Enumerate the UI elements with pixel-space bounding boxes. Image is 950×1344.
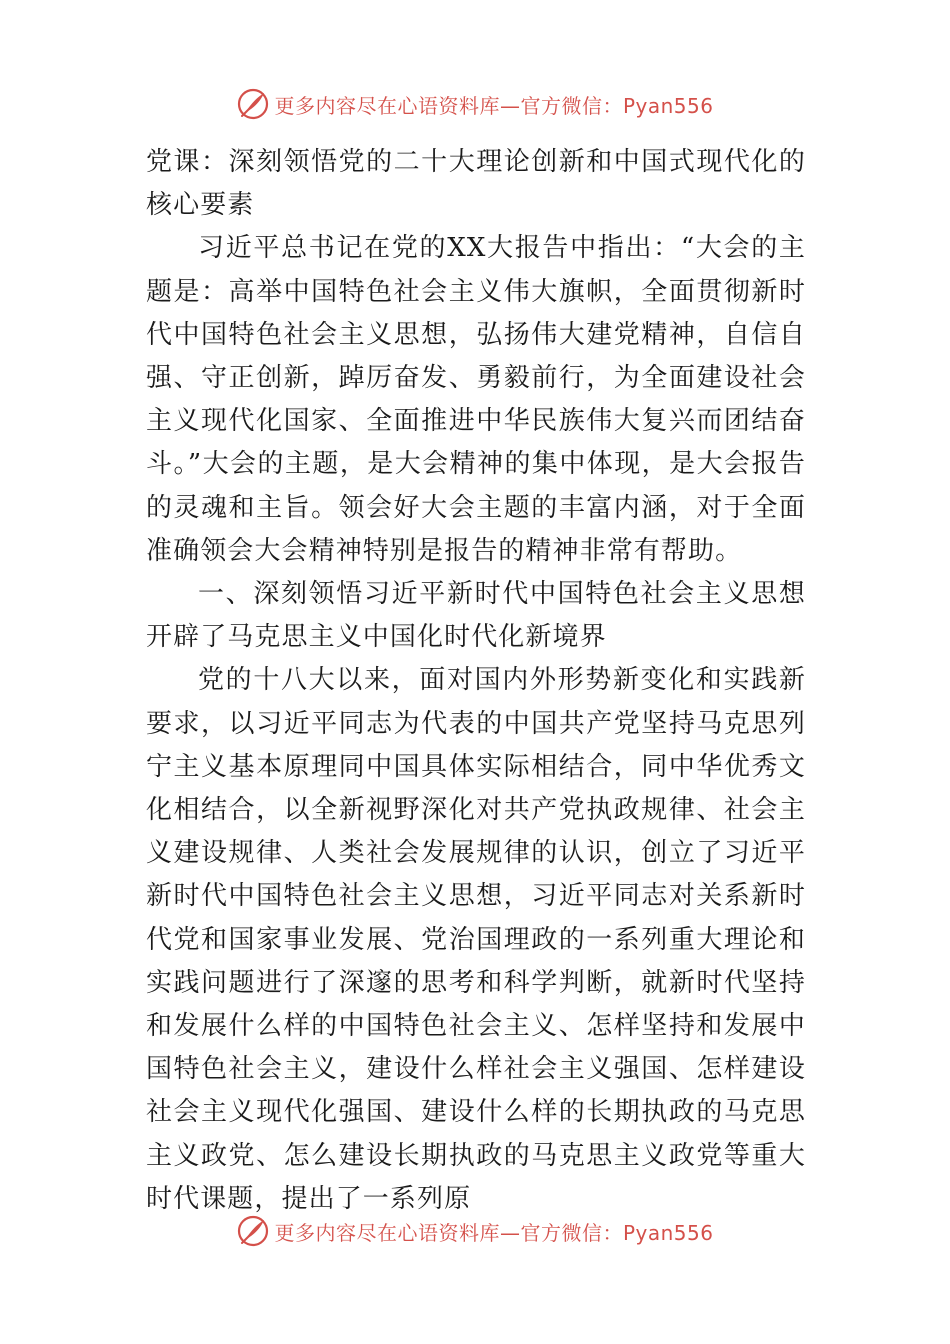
section-heading-1: 一、深刻领悟习近平新时代中国特色社会主义思想开辟了马克思主义中国化时代化新境界 — [146, 579, 806, 653]
watermark-text: 更多内容尽在心语资料库—官方微信：Pyan556 — [274, 93, 714, 118]
document-title: 党课：深刻领悟党的二十大理论创新和中国式现代化的核心要素 — [146, 147, 806, 221]
document-body — [146, 141, 806, 1221]
watermark-text: 更多内容尽在心语资料库—官方微信：Pyan556 — [274, 1220, 714, 1245]
header-watermark-banner — [0, 84, 950, 124]
paragraph-section-1: 党的十八大以来，面对国内外形势新变化和实践新要求，以习近平同志为代表的中国共产党坚持马克思列宁主义基本原理同中国具体实际相结合，同中华优秀文化相结合，以全新视野深化对共产党执政规律、社会主义建设规律、人类社会发展规律的认识，创立了习近平新时代中国特色社会主义思想，习近平同志对关系新时代党和国家事业发展、党治国理政的一系列重大理论和实践问题进行了深邃的思考和科学判断，就新时代坚持和发展什么样的中国特色社会主义、怎样坚持和发展中国特色社会主义，建设什么样社会主义强国、怎样建设社会主义现代化强国、建设什么样的长期执政的马克思主义政党、怎么建设长期执政的马克思主义政党等重大时代课题，提出了一系列原 — [146, 665, 806, 1214]
paragraph-intro: 习近平总书记在党的XX大报告中指出：“大会的主题是：高举中国特色社会主义伟大旗帜，全面贯彻新时代中国特色社会主义思想，弘扬伟大建党精神，自信自强、守正创新，踔厉奋发、勇毅前行，为全面建设社会主义现代化国家、全面推进中华民族伟大复兴而团结奋斗。”大会的主题，是大会精神的集中体现，是大会报告的灵魂和主旨。领会好大会主题的丰富内涵，对于全面准确领会大会精神特别是报告的精神非常有帮助。 — [146, 233, 806, 566]
footer-watermark-banner — [0, 1211, 950, 1251]
feather-pen-logo-icon — [236, 87, 270, 121]
feather-pen-logo-icon — [236, 1214, 270, 1248]
